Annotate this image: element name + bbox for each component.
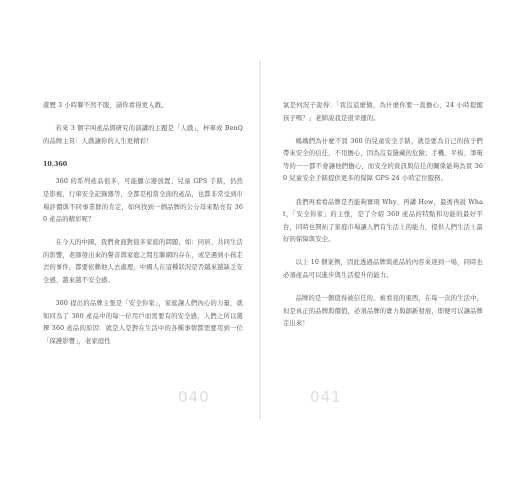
left-page: [43, 100, 243, 359]
paragraph: 遊歷 3 小時聯不然不服，請你看得更入戲。: [43, 102, 168, 109]
paragraph: 以上 10 個案例，因此透過品牌與產品的內容來達到一場，同時也必須產品可以進步與生活提升的能力。: [283, 259, 483, 280]
book-gutter: [259, 60, 261, 420]
paragraph: 360 的系列產品很多，可能顯示器放置、兒童 GPS 手錶，仍然是影視，行車安全記錄器等，全都是相當全面的產品，也都非常受到市場評價與不同事業群的肯定，如何找到一個品牌的公分母來點亮有 360 產品的精彩呢？: [43, 178, 243, 224]
paragraph: 在今天的中國，我們會面對很多家庭的問題，如：同居、共同生活的影響，老師發出來的聲音與家庭之間互聯網的存在，或是遇到小孩走丟的事件，都要依賴他人去處理，中國人在這種狀況是否越來越缺乏安全感、越來越不安全感。: [43, 239, 243, 285]
page-number-left: 040: [178, 388, 210, 406]
paragraph: 我們再看看品牌是否能夠實現 Why、再講 How，最後再說 What，「安全你家」的主張，是了介紹 360 產品的特點和功能的最好平台，同時也開拓了家庭市場讓人們有生活上的能力，提供人們生活上最好的保障與安全。: [283, 198, 483, 244]
paragraph: 360 提出的品牌主張是「安全你家」，家庭讓人們內心的力量，就如同為了 360 產品中的每一位用戶而需要有的安全感，人們之所以選擇 360 產品的原因：就是人是對在生活中的各種事情都需要用到一位「保護影響」，老家庭性: [43, 300, 243, 345]
paragraph: 若來 3 個字叫產品與研究的演講的主題是「人戲」，杯車或 BenQ 的品牌主頁：人戲讓你的人生更精彩！: [43, 125, 243, 145]
paragraph: 氣是何況子說得：「我沒這麼做，為什麼你要一直擔心，24 小時提醒孩子嗎？」老師說我是很幸運的。: [283, 102, 483, 122]
paragraph: 品牌的是一個值得被信任的、被看見的東西，在每一次的生活中，但是真正的品牌與價值，必須品牌的實力與創新發展，即便可以讓品牌走出來！: [283, 295, 483, 328]
section-heading: 10.360: [43, 160, 68, 168]
paragraph: 媽媽們為什麼不買 360 的兒童安全手錶，就是要為自己的孩子們帶來安全的信任，不用擔心，因為沒有隱藏的危險；手機、平板、筆電等的一一都不會讓他們擔心，而安全的資訊與信任的關係能夠為買 360 兒童安全手錶提供更多的保障 GPS 24 小時定位服務。: [283, 137, 483, 183]
right-page: [283, 100, 483, 341]
page-number-right: 041: [310, 388, 342, 406]
